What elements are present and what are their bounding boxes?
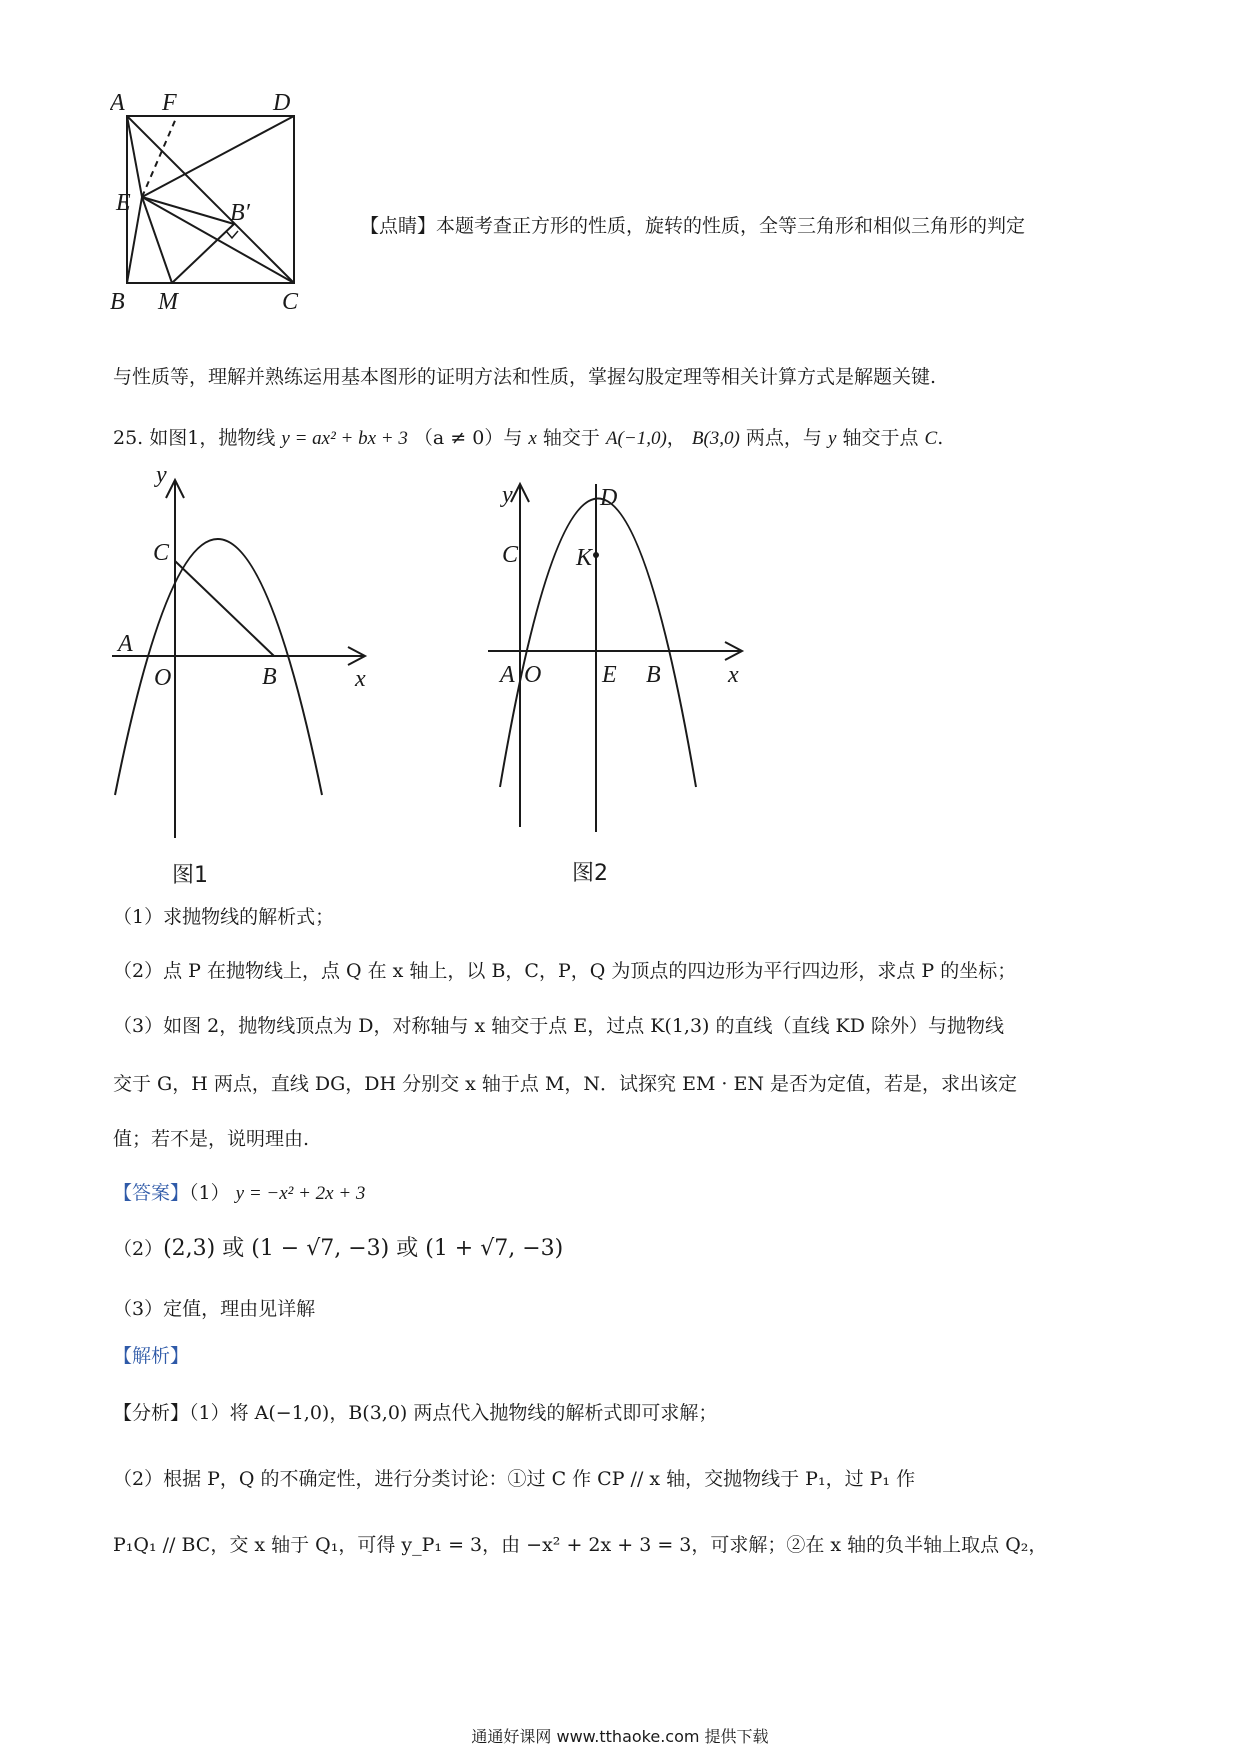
dianjing-line1 xyxy=(360,211,1025,241)
fig1-label-C: C xyxy=(153,540,170,566)
label-D: D xyxy=(273,90,291,116)
fig2-label-K: K xyxy=(576,545,593,571)
fenxi-tag: 【分析】 xyxy=(113,1402,190,1424)
q25-point-c: C xyxy=(924,428,938,449)
fig2-point-K xyxy=(593,552,599,558)
fig2-label-B: B xyxy=(646,662,661,688)
q25-mid4: 轴交于点 xyxy=(842,427,919,449)
fig2-label-C: C xyxy=(502,542,519,568)
analysis-text1: （1）将 A(−1,0)，B(3,0) 两点代入抛物线的解析式即可求解； xyxy=(189,1402,718,1424)
q25-stem: 25. 如图1，抛物线 y = ax² + bx + 3 （a ≠ 0）与 x 轴交于 A(−1,0)， B(3,0) 两点，与 y 轴交于点 C. xyxy=(113,427,944,449)
fig2-label-y: y xyxy=(502,482,513,508)
label-C: C xyxy=(282,289,299,315)
answer-2: (2,3) 或 (1 − √7, −3) 或 (1 + √7, −3) xyxy=(163,1236,564,1261)
q25-mid3: 两点，与 xyxy=(745,427,822,449)
fig1-label-y: y xyxy=(156,462,167,488)
q25-mid2: 轴交于 xyxy=(542,427,600,449)
fig2-caption: 图2 xyxy=(572,861,608,886)
analysis-line1 xyxy=(113,1398,717,1428)
dianjing-line2: 与性质等，理解并熟练运用基本图形的证明方法和性质，掌握勾股定理等相关计算方式是解题关键. xyxy=(113,366,937,388)
fig1-caption: 图1 xyxy=(172,863,208,888)
answer-line3: （3）定值，理由见详解 xyxy=(113,1298,316,1320)
square-figure xyxy=(110,90,340,350)
q25-y-var: y xyxy=(827,428,837,449)
part-3-line1: （3）如图 2，抛物线顶点为 D，对称轴与 x 轴交于点 E，过点 K(1,3) 的直线（直线 KD 除外）与抛物线 xyxy=(113,1015,1005,1037)
q25-x-var: x xyxy=(528,428,537,449)
fig2-label-E: E xyxy=(602,662,617,688)
answer-1: y = −x² + 2x + 3 xyxy=(235,1183,366,1204)
label-A: A xyxy=(110,90,125,116)
answer-tag: 【答案】 xyxy=(113,1182,190,1204)
figure-1 xyxy=(100,460,390,900)
q25-point-b: B(3,0) xyxy=(691,428,740,449)
answer-2-num: （2） xyxy=(113,1238,164,1260)
answer-line2 xyxy=(113,1234,563,1264)
footer-text: 通通好课网 www.tthaoke.com 提供下载 xyxy=(471,1727,769,1746)
fig2-label-O: O xyxy=(524,662,542,688)
dianjing-text1: 本题考查正方形的性质，旋转的性质，全等三角形和相似三角形的判定 xyxy=(436,215,1026,237)
part-3-line3: 值；若不是，说明理由. xyxy=(113,1128,310,1150)
fig1-label-O: O xyxy=(154,665,172,691)
part-2: （2）点 P 在抛物线上，点 Q 在 x 轴上，以 B，C，P，Q 为顶点的四边形为平行四边形，求点 P 的坐标； xyxy=(113,960,1017,982)
q25-end: . xyxy=(937,427,944,449)
fig1-label-x: x xyxy=(355,666,366,692)
label-M: M xyxy=(158,289,178,315)
analysis-line2: （2）根据 P，Q 的不确定性，进行分类讨论：①过 C 作 CP // x 轴，交抛物线于 P₁，过 P₁ 作 xyxy=(113,1468,916,1490)
q25-stem-pre: 如图1，抛物线 xyxy=(149,427,276,449)
label-E: E xyxy=(116,190,131,216)
analysis-tag: 【解析】 xyxy=(113,1345,190,1367)
answer-line1 xyxy=(113,1178,365,1209)
fig1-label-A: A xyxy=(118,631,133,657)
answer-1-num: （1） xyxy=(189,1182,230,1204)
part-3-line2: 交于 G，H 两点，直线 DG，DH 分别交 x 轴于点 M，N．试探究 EM · EN 是否为定值，若是，求出该定 xyxy=(113,1073,1018,1095)
analysis-line3: P₁Q₁ // BC，交 x 轴于 Q₁，可得 y_P₁ = 3，由 −x² + 2x + 3 = 3，可求解；②在 x 轴的负半轴上取点 Q₂， xyxy=(113,1534,1048,1556)
fig2-label-D: D xyxy=(600,485,618,511)
q25-equation: y = ax² + bx + 3 xyxy=(281,428,408,449)
fig2-label-A: A xyxy=(500,662,515,688)
q25-mid1: 与 xyxy=(503,427,523,449)
q25-point-a: A(−1,0) xyxy=(605,428,667,449)
q25-condition: （a ≠ 0） xyxy=(413,427,504,449)
part-1: （1）求抛物线的解析式； xyxy=(113,906,335,928)
label-B: B xyxy=(110,289,125,315)
label-B-prime: B′ xyxy=(230,200,250,226)
dianjing-tag: 【点睛】 xyxy=(360,215,437,237)
fig1-label-B: B xyxy=(262,664,277,690)
label-F: F xyxy=(162,90,177,116)
fig2-label-x: x xyxy=(728,662,739,688)
q25-number: 25. xyxy=(113,427,144,449)
figure-2 xyxy=(480,460,760,900)
